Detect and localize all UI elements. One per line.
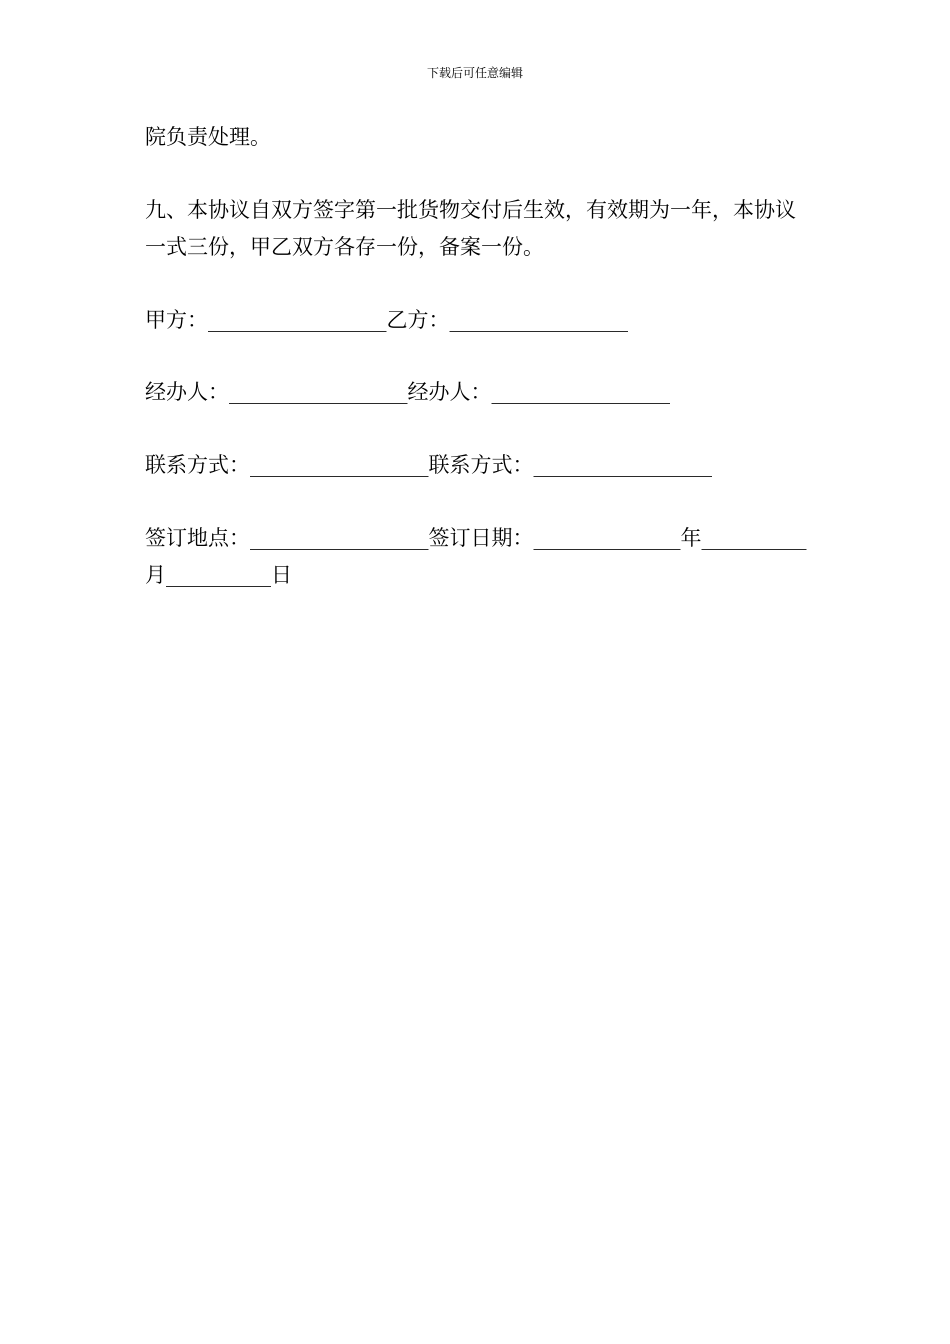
party-signature-line: 甲方：_________________乙方：_________________	[145, 308, 628, 332]
handler-signature-line: 经办人：_________________经办人：_________________	[145, 380, 670, 404]
continued-paragraph: 院负责处理。	[145, 125, 271, 149]
contact-line: 联系方式：_________________联系方式：_________________	[145, 453, 712, 477]
signing-place-date-line: 签订地点：_________________签订日期：______________年__________月__________日	[145, 526, 807, 587]
clause-nine-paragraph: 九、本协议自双方签字第一批货物交付后生效，有效期为一年，本协议一式三份，甲乙双方各存一份，备案一份。	[145, 198, 796, 259]
page-header-note: 下载后可任意编辑	[426, 66, 523, 80]
